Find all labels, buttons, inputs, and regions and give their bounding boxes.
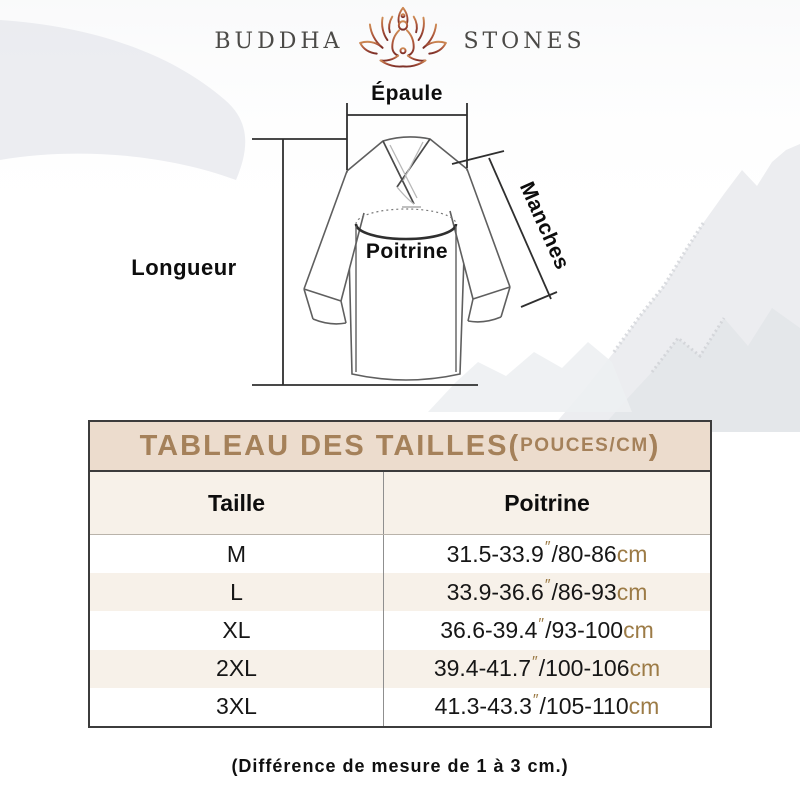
sleeve-label: Manches: [514, 178, 574, 274]
table-row: [90, 688, 710, 726]
table-row: [90, 611, 710, 649]
size-cell: 2XL: [90, 650, 384, 688]
cm-value: /86-93: [551, 578, 617, 605]
size-rows: [90, 535, 710, 726]
pouces-value: 41.3-43.3: [434, 693, 532, 720]
size-cell: M: [90, 535, 384, 573]
column-header-row: [90, 472, 710, 535]
shoulder-label: Épaule: [371, 82, 443, 105]
table-row: [90, 535, 710, 573]
chest-cell: [384, 535, 710, 573]
lotus-meditation-icon: [356, 5, 450, 77]
cm-value: /105-110: [539, 693, 629, 720]
size-cell: 3XL: [90, 688, 384, 726]
chest-cell: [384, 573, 710, 611]
inch-mark: ″: [532, 691, 539, 709]
size-column-header: Taille: [90, 472, 384, 534]
chest-cell: [384, 611, 710, 649]
inch-mark: ″: [538, 615, 545, 633]
table-row: [90, 573, 710, 611]
table-title-paren-open: (: [508, 429, 521, 462]
table-title-main: TABLEAU DES TAILLES: [139, 429, 509, 462]
inch-mark: ″: [544, 577, 551, 595]
pouces-value: 33.9-36.6: [446, 578, 544, 605]
chest-column-header: Poitrine: [504, 489, 590, 516]
cm-unit: cm: [628, 693, 660, 720]
table-title-paren-close: ): [648, 429, 661, 462]
pouces-value: 36.6-39.4: [440, 617, 538, 643]
brand-text-right: STONES: [463, 28, 586, 54]
size-table-title: [90, 422, 710, 472]
chest-cell: [384, 650, 710, 688]
size-cell: XL: [90, 611, 384, 649]
brand-logo: [0, 2, 800, 80]
cm-unit: cm: [629, 655, 661, 682]
size-cell: L: [90, 573, 384, 611]
measurement-note: (Différence de mesure de 1 à 3 cm.): [231, 756, 569, 776]
inch-mark: ″: [532, 653, 538, 671]
cm-unit: cm: [623, 617, 654, 643]
cm-unit: cm: [616, 578, 648, 605]
inch-mark: ″: [544, 539, 551, 557]
table-row: [90, 650, 710, 688]
pouces-value: 39.4-41.7: [433, 655, 532, 682]
size-table: [88, 420, 712, 728]
table-title-units: POUCES/CM: [520, 435, 649, 456]
chest-label: Poitrine: [365, 240, 449, 263]
cm-value: /93-100: [545, 617, 624, 643]
cm-unit: cm: [616, 540, 648, 567]
cm-value: /100-106: [538, 655, 630, 682]
cm-value: /80-86: [551, 540, 617, 567]
brand-text-left: BUDDHA: [214, 28, 344, 54]
length-label: Longueur: [131, 255, 237, 280]
pouces-value: 31.5-33.9: [446, 540, 544, 567]
garment-measure-diagram: [120, 75, 610, 420]
chest-cell: [384, 688, 710, 726]
